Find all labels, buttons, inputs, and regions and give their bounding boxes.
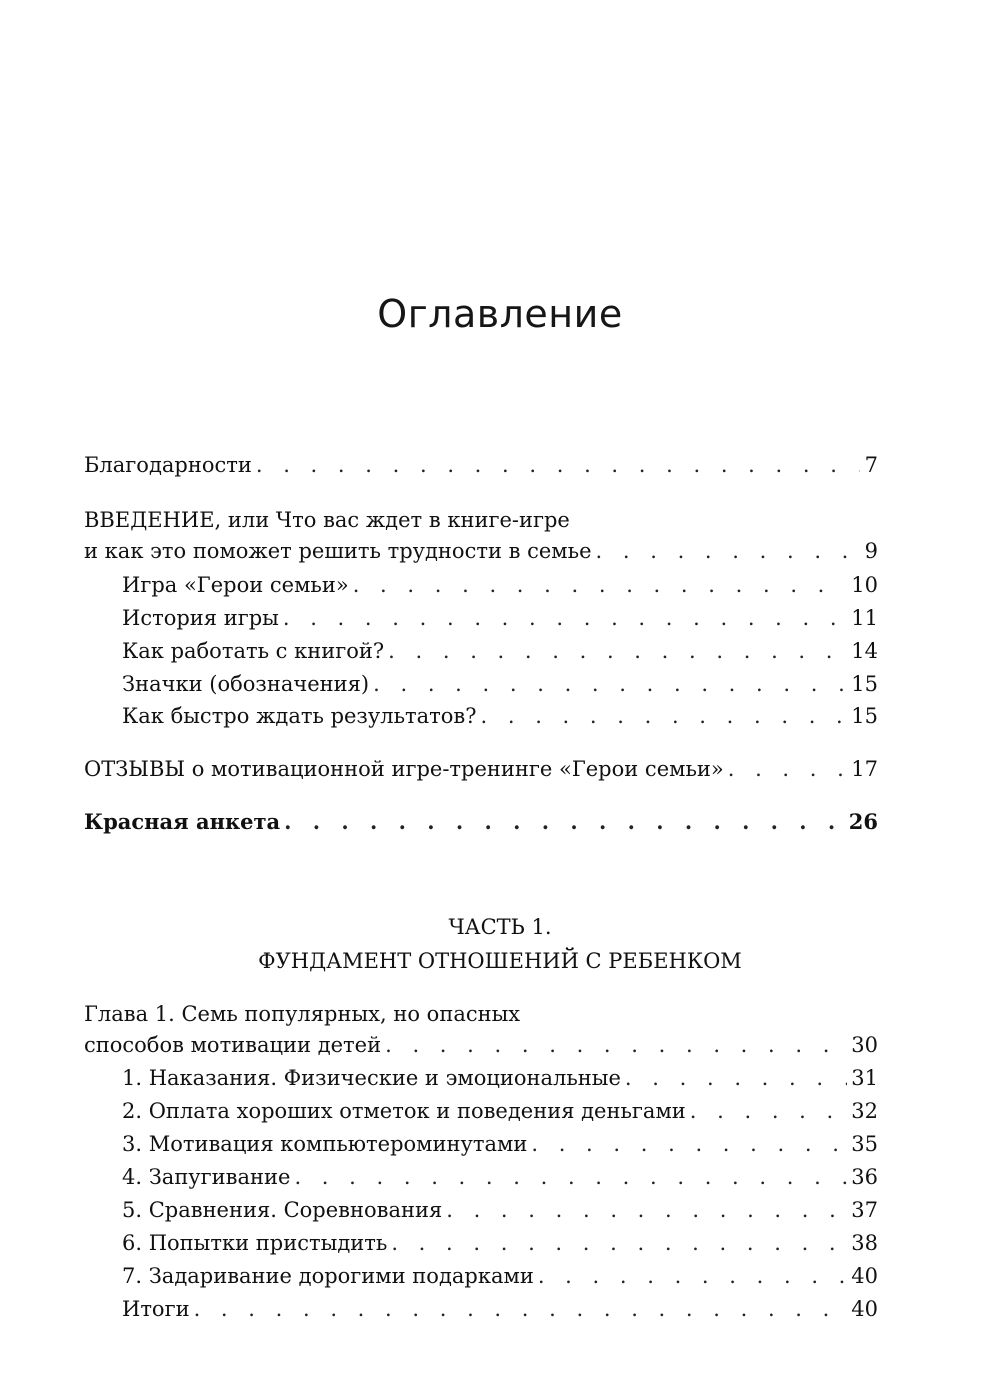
leader-dots: [531, 1132, 847, 1156]
leader-dots: [690, 1099, 847, 1123]
toc-subentry[interactable]: [122, 606, 878, 640]
toc-entry-label: способов мотивации детей: [84, 1033, 382, 1057]
toc-entry-page: 32: [851, 1099, 878, 1123]
toc-entry-label: 4. Запугивание: [122, 1165, 291, 1189]
leader-dots: [388, 639, 847, 663]
toc-entry-label: Как быстро ждать результатов?: [122, 704, 477, 728]
toc-entry-intro-line1[interactable]: ВВЕДЕНИЕ, или Что вас ждет в книге-игре: [84, 508, 570, 532]
leader-dots: [728, 757, 848, 781]
toc-entry-page: 40: [851, 1297, 878, 1321]
toc-subentry[interactable]: [122, 1297, 878, 1331]
toc-entry-label: Значки (обозначения): [122, 672, 370, 696]
leader-dots: [385, 1033, 847, 1057]
toc-subentry[interactable]: [122, 1132, 878, 1166]
toc-entry-label: 3. Мотивация компьютероминутами: [122, 1132, 528, 1156]
toc-entry-intro[interactable]: [84, 539, 878, 573]
leader-dots: [353, 573, 848, 597]
toc-entry-label: Красная анкета: [84, 809, 281, 834]
toc-entry-chapter1-line1[interactable]: Глава 1. Семь популярных, но опасных: [84, 1002, 521, 1026]
leader-dots: [256, 453, 860, 477]
toc-entry-page: 35: [851, 1132, 878, 1156]
leader-dots: [625, 1066, 847, 1090]
toc-entry-page: 7: [864, 453, 878, 477]
toc-entry-page: 26: [848, 809, 878, 834]
leader-dots: [538, 1264, 847, 1288]
toc-subentry[interactable]: [122, 704, 878, 738]
leader-dots: [481, 704, 848, 728]
toc-subentry[interactable]: [122, 1264, 878, 1298]
toc-entry-page: 15: [851, 672, 878, 696]
part-subheading: ФУНДАМЕНТ ОТНОШЕНИЙ С РЕБЕНКОМ: [258, 949, 742, 973]
toc-subentry[interactable]: [122, 1198, 878, 1232]
toc-entry-red-form[interactable]: [84, 809, 878, 843]
toc-entry-page: 40: [851, 1264, 878, 1288]
toc-entry-label: 5. Сравнения. Соревнования: [122, 1198, 443, 1222]
toc-entry-label: и как это поможет решить трудности в семье: [84, 539, 592, 563]
page-title: Оглавление: [377, 292, 623, 336]
leader-dots: [284, 809, 845, 834]
leader-dots: [596, 539, 860, 563]
leader-dots: [391, 1231, 847, 1255]
toc-subentry[interactable]: [122, 1231, 878, 1265]
leader-dots: [283, 606, 847, 630]
part-heading: ЧАСТЬ 1.: [448, 915, 552, 939]
toc-subentry[interactable]: [122, 639, 878, 673]
toc-entry-page: 9: [864, 539, 878, 563]
toc-entry-label: Итоги: [122, 1297, 190, 1321]
toc-entry-page: 14: [851, 639, 878, 663]
toc-entry-page: 36: [851, 1165, 878, 1189]
toc-entry-label: История игры: [122, 606, 279, 630]
toc-entry-page: 31: [851, 1066, 878, 1090]
toc-entry-page: 15: [851, 704, 878, 728]
toc-entry-label: 2. Оплата хороших отметок и поведения деньгами: [122, 1099, 686, 1123]
toc-subentry[interactable]: [122, 1099, 878, 1133]
toc-entry-label: 1. Наказания. Физические и эмоциональные: [122, 1066, 621, 1090]
leader-dots: [294, 1165, 847, 1189]
toc-entry-chapter1[interactable]: [84, 1033, 878, 1067]
toc-subentry[interactable]: [122, 1165, 878, 1199]
toc-entry-page: 30: [851, 1033, 878, 1057]
toc-subentry[interactable]: [122, 1066, 878, 1100]
toc-entry-page: 37: [851, 1198, 878, 1222]
toc-subentry[interactable]: [122, 672, 878, 706]
leader-dots: [446, 1198, 847, 1222]
toc-entry-acknowledgments[interactable]: [84, 453, 878, 487]
toc-entry-page: 11: [851, 606, 878, 630]
toc-entry-label: Как работать с книгой?: [122, 639, 385, 663]
leader-dots: [194, 1297, 848, 1321]
toc-entry-label: ОТЗЫВЫ о мотивационной игре-тренинге «Герои семьи»: [84, 757, 724, 781]
toc-entry-page: 38: [851, 1231, 878, 1255]
toc-entry-reviews[interactable]: [84, 757, 878, 791]
toc-subentry[interactable]: [122, 573, 878, 607]
toc-entry-label: 7. Задаривание дорогими подарками: [122, 1264, 534, 1288]
leader-dots: [373, 672, 847, 696]
toc-entry-page: 17: [851, 757, 878, 781]
toc-entry-label: Игра «Герои семьи»: [122, 573, 349, 597]
toc-entry-label: Благодарности: [84, 453, 252, 477]
toc-entry-page: 10: [851, 573, 878, 597]
toc-entry-label: 6. Попытки пристыдить: [122, 1231, 388, 1255]
